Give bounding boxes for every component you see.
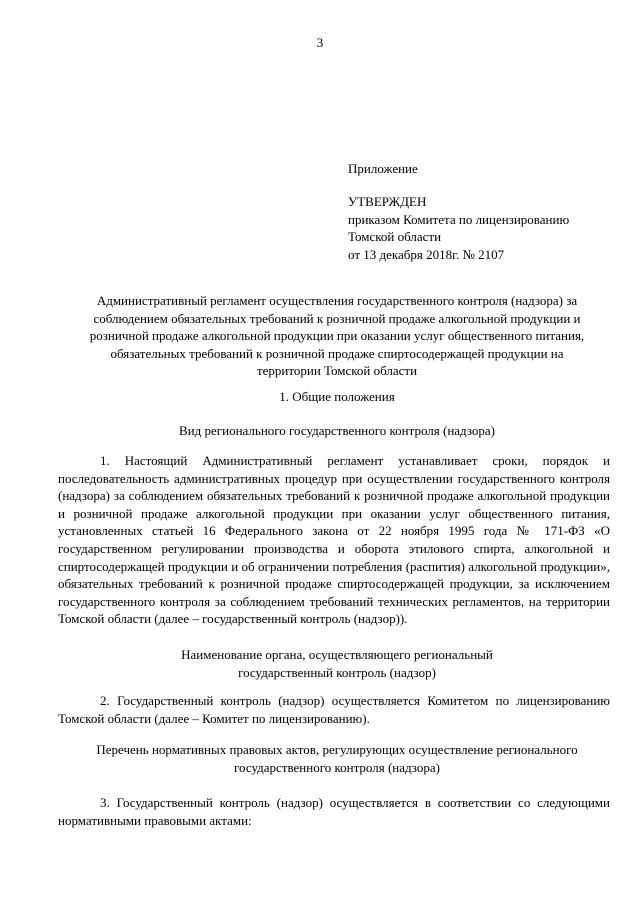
appendix-label: Приложение	[348, 161, 418, 176]
title-line: Административный регламент осуществления государственного контроля (надзора) за	[96, 293, 578, 308]
paragraph-2: 2. Государственный контроль (надзор) осуществляется Комитетом по лицензированию Томской области (далее – Комитет по лицензированию).	[58, 693, 610, 726]
approval-line: Томской области	[348, 229, 442, 245]
title-line: территории Томской области	[256, 363, 418, 379]
paragraph-1: 1. Настоящий Административный регламент устанавливает сроки, порядок и последовательность административных процедур при осуществлении государственного контроля (надзора) за соблюдением обязательных требований к розничной продаже алкогольной продукции и розничной продаже алкогольной продукции при оказании услуг общественного питания, установленных статьей 16 Федерального закона от 22 ноября 1995 года № 171-ФЗ «О государственном регулировании производства и оборота этилового спирта, алкогольной и спиртосодержащей продукции и об ограничении потребления (распития) алкогольной продукции», обязательных требований к розничной продаже спиртосодержащей продукции, за исключением государственного контроля за соблюдением требований технических регламентов, на территории Томской области (далее – государственный контроль (надзор)).	[58, 453, 610, 627]
title-line: соблюдением обязательных требований к розничной продаже алкогольной продукции и	[93, 310, 581, 326]
section-heading: 1. Общие положения	[279, 389, 395, 404]
subheading-line: государственный контроль (надзор)	[238, 664, 436, 680]
subheading-authority	[58, 646, 616, 681]
approval-line: от 13 декабря 2018г. № 2107	[348, 246, 505, 262]
subheading-line: Наименование органа, осуществляющего региональный	[181, 647, 493, 662]
title-line: обязательных требований к розничной продаже спиртосодержащей продукции на	[110, 345, 564, 361]
document-title	[58, 292, 616, 380]
page-number: 3	[316, 35, 324, 50]
subheading-line: Перечень нормативных правовых актов, регулирующих осуществление регионального	[96, 742, 578, 757]
subheading-line: государственного контроля (надзора)	[234, 759, 440, 775]
paragraph-3: 3. Государственный контроль (надзор) осуществляется в соответствии со следующими нормативными правовыми актами:	[58, 795, 610, 828]
subheading-legal-acts	[58, 741, 616, 776]
approval-line: УТВЕРЖДЕН	[348, 194, 427, 209]
approval-block	[348, 193, 628, 263]
approval-line: приказом Комитета по лицензированию	[348, 211, 570, 227]
subheading-control-type: Вид регионального государственного контроля (надзора)	[179, 423, 495, 438]
title-line: розничной продаже алкогольной продукции при оказании услуг общественного питания,	[89, 328, 585, 344]
